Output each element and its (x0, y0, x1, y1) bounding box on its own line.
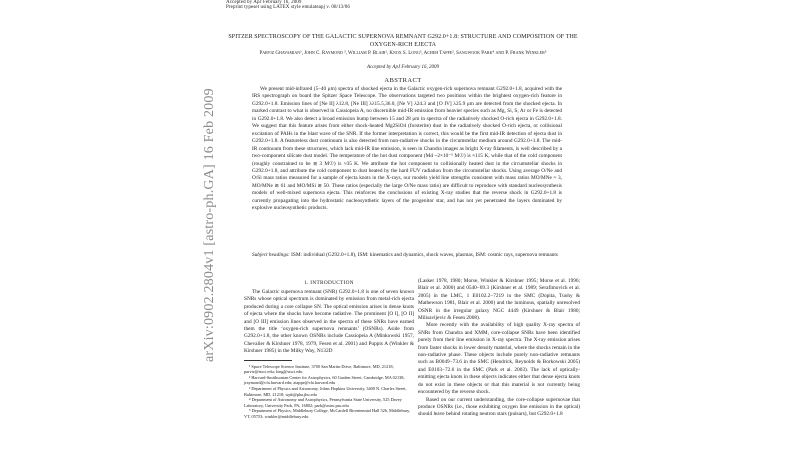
paper-title: SPITZER SPECTROSCOPY OF THE GALACTIC SUPERNOVA REMNANT G292.0+1.8: STRUCTURE AND COMPOSITION OF THE OXYGEN-RICH EJECTA (228, 34, 578, 48)
introduction-paragraph-1: The Galactic supernova remnant (SNR) G292.0+1.8 is one of seven known SNRs whose optical spectrum is dominated by emission from metal-rich ejecta produced during a core collapse SN. The optical emission arises in dense knots of ejecta where the shocks have become radiative. The prominent [O I], [O II] and [O III] emission lines observed in the spectra of these SNRs have earned them the title ‘oxygen-rich supernova remnants’ (OSNRs). Aside from G292.0+1.8, the other known OSNRs include Cassiopeia A (Minkowski 1957, Chevalier & Kirshner 1978, 1979, Fesen et al. 2001) and Puppis A (Winkler & Kirshner 1985) in the Milky Way, N132D (244, 289, 414, 355)
introduction-paragraph-1-continued: (Lasker 1978, 1980; Morse, Winkler & Kirshner 1995; Morse et al. 1996; Blair et al. 2000) and 0540−69.3 (Kirshner et al. 1989; Serafimovich et al. 2005) in the LMC, 1 E0102.2−7219 in the SMC (Dopita, Tuohy & Mathewson 1981, Blair et al. 2000) and the luminous, spatially unresolved OSNR in the irregular galaxy NGC 4449 (Kirshner & Blair 1980; Milisavljevic & Fesen 2008). (418, 278, 580, 322)
subject-headings-label: Subject headings: (252, 252, 290, 258)
footnote-4: ⁴ Department of Astronomy and Astrophysics, Pennsylvania State University, 525 Davey Laboratory, University Park, PA, 16802; park@astro.psu.edu (244, 397, 402, 408)
footnote-3: ³ Department of Physics and Astronomy, Johns Hopkins University, 3400 N. Charles Street, Baltimore, MD, 21218; wpb@pha.jhu.edu (244, 386, 407, 397)
footnote-5: ⁵ Department of Physics, Middlebury College, McCardell Bicentennial Hall 526, Middlebury, VT, 05753; winkler@middlebury.edu (244, 408, 411, 419)
author-list: Parviz Ghavamian¹, John C. Raymond ², William P. Blair¹, Knox S. Long³, Acheh Tappe², Sangwook Park⁴ and P. Frank Winkler⁵ (259, 51, 547, 56)
abstract-text: We present mid-infrared (5–40 μm) spectra of shocked ejecta in the Galactic oxygen-rich supernova remnant G292.0+1.8, acquired with the IRS spectrograph on board the Spitzer Space Telescope. The observations targeted two positions within the brightest oxygen-rich feature in G292.0+1.8. Emission lines of [Ne II] λ12.8, [Ne III] λλ15.5,36.0, [Ne V] λ24.3 and [O IV] λ25.9 μm are detected from the shocked ejecta. In marked contrast to what is observed in Cassiopeia A, no discernible mid-IR emission from heavier species such as Mg, Si, S, Ar or Fe is detected in G292.0+1.8. We also detect a broad emission bump between 15 and 28 μm in spectra of the radiatively shocked O-rich ejecta in G292.0+1.8. We suggest that this feature arises from either shock-heated Mg2SiO4 (forsterite) dust in the radiatively shocked O-rich ejecta, or collisional excitation of PAHs in the blast wave of the SNR. If the former interpretation is correct, this would be the first mid-IR detection of ejecta dust in G292.0+1.8. A featureless dust continuum is also detected from non-radiative shocks in the circumstellar medium around G292.0+1.8. The mid-IR continuum from these structures, which lack mid-IR line emission, is seen in Chandra images as bright X-ray filaments, is well described by a two-component silicate dust model. The temperature of the hot dust component (Md ~2×10⁻⁵ M☉) is ≈115 K, while that of the cold component (roughly constrained to be ≲ 3 M☉) is ≈35 K. We attribute the hot component to collisionally heated dust in the circumstellar shocks in G292.0+1.8, and attribute the cold component to dust heated by the hard FUV radiation from the circumstellar shocks. Using average O/Ne and O/Si mass ratios measured for a sample of ejecta knots in the X-rays, our models yield line strengths consistent with mass ratios MO/MNe ≈ 3, MO/MNe ≳ 61 and MO/MSi ≳ 50. These ratios (especially the large O/Ne mass ratio) are difficult to reproduce with standard nucleosynthesis models of well-mixed supernova ejecta. This reinforces the conclusions of existing X-ray studies that the reverse shock in G292.0+1.8 is currently propagating into the hydrostatic nucleosynthetic layers of the progenitor star, and has not yet penetrated the layers dominated by explosive nucleosynthetic products. (252, 86, 562, 212)
subject-headings-text: ISM: individual (G292.0+1.8), ISM: kinematics and dynamics, shock waves, plasmas, ISM: cosmic rays, supernova remnants (291, 252, 558, 258)
arxiv-identifier-stamp: arXiv:0902.2804v1 [astro-ph.GA] 16 Feb 2009 (202, 88, 217, 362)
introduction-paragraph-2: More recently with the availability of high quality X-ray spectra of SNRs from Chandra and XMM, core-collapse SNRs have been identified purely from their line emission in X-ray spectra. The X-ray emission arises from faster shocks in lower density material, where the shocks remain in the non-radiative phase. These objects include purely non-radiative remnants such as B0049−73.6 in the SMC (Hendrick, Reynolds & Borkowski 2005) and E0103−72.6 in the SMC (Park et al. 2003). The lack of optically-emitting ejecta knots in these objects indicates either that dense ejecta knots do not exist in these objects or that this material is not currently being encountered by the reverse shock. (418, 322, 580, 396)
preprint-style-header: Preprint typeset using LATEX style emulateapj v. 08/13/06 (226, 5, 350, 10)
accepted-date: Accepted by ApJ February 16, 2009 (366, 65, 440, 70)
footnote-divider (244, 360, 292, 361)
introduction-heading: 1. INTRODUCTION (304, 280, 354, 286)
journal-acceptance-header: Accepted by ApJ February 16, 2009 (226, 0, 302, 5)
left-column (244, 280, 414, 420)
right-column (418, 278, 580, 419)
subject-headings (252, 252, 562, 259)
footnote-2: ² Harvard-Smithsonian Center for Astrophysics, 60 Garden Street, Cambridge, MA 02138; jraymond@cfa.harvard.edu; atappe@cfa.harvard.edu (244, 374, 405, 386)
footnote-1: ¹ Space Telescope Science Institute, 3700 San Martin Drive, Baltimore, MD, 21218; parviz@stsci.edu; long@stsci.edu (244, 363, 394, 375)
introduction-paragraph-3: Based on our current understanding, the core-collapse supernovae that produce OSNRs (i.e., those exhibiting oxygen line emission in the optical) should leave behind rotating neutron stars (pulsars), but G292.0+1.8 (418, 396, 580, 418)
abstract-heading: ABSTRACT (384, 77, 422, 84)
